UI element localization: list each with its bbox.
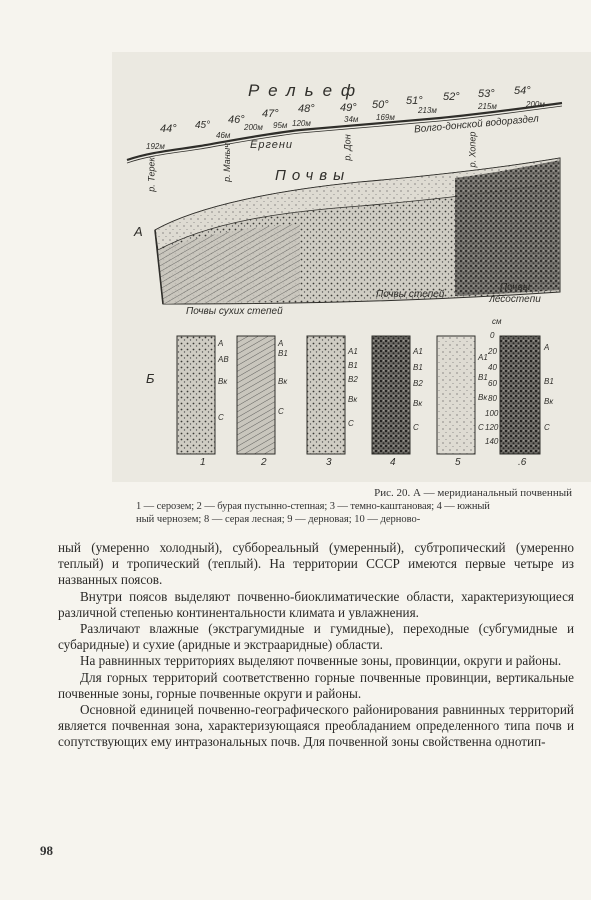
latitude-label: 50°	[372, 99, 389, 111]
page-number: 98	[40, 843, 53, 858]
depth-mark: 60	[488, 379, 497, 388]
latitude-label: 45°	[195, 120, 211, 131]
horizon-label: Вк	[413, 399, 423, 408]
horizon-label: А	[278, 339, 284, 348]
latitude-label: 49°	[340, 102, 357, 114]
body-text	[58, 540, 574, 751]
label-a: А	[134, 224, 143, 239]
depth-unit: см	[492, 317, 502, 326]
horizon-label: Вк	[544, 397, 554, 406]
soils-title: Почвы	[275, 167, 351, 184]
latitude-label: 44°	[160, 123, 177, 135]
horizon-label: А1	[413, 347, 423, 356]
soil-profile-3	[307, 336, 345, 454]
zone-label-steppe: Почвы степей	[376, 289, 445, 300]
elevation-label: 200м	[526, 100, 545, 109]
watershed-label: Волго-донской водораздел	[413, 113, 540, 136]
horizon-label: В1	[413, 363, 423, 372]
soil-profile-1	[177, 336, 215, 454]
latitude-label: 53°	[478, 88, 495, 100]
relief-title: Рельеф	[248, 81, 365, 100]
horizon-label: Вк	[218, 377, 228, 386]
caption-title: Рис. 20. А — меридианальный почвенный	[374, 487, 572, 499]
horizon-label: В2	[413, 379, 423, 388]
profile-number: 5	[455, 457, 461, 468]
horizon-label: В1	[544, 377, 554, 386]
paragraph: ный (умеренно холодный), суббореальный (умеренный), субтропический (умеренно теплый) и тропический (теплый). На территории СССР имеются первые четыре из названных поясов.	[58, 540, 574, 588]
latitude-label: 47°	[262, 108, 279, 120]
elevation-label: 192м	[146, 142, 165, 151]
horizon-label: С	[478, 423, 484, 432]
paragraph: Основной единицей почвенно-географического районирования равнинных территорий является почвенная зона, характеризующаяся преобладанием определенного типа почв и сопутствующих ему интразональных почв. Для почвенной зоны свойственна однотип-	[58, 702, 574, 750]
depth-mark: 100	[485, 409, 499, 418]
horizon-label: С	[544, 423, 550, 432]
elevation-label: 213м	[418, 106, 437, 115]
profile-number: 1	[200, 457, 206, 468]
elevation-label: 169м	[376, 113, 395, 122]
river-don-label: р. Дон	[342, 134, 353, 161]
soil-profile-6	[500, 336, 540, 454]
horizon-label: В2	[348, 375, 358, 384]
ergeni-label: Ергени	[250, 139, 294, 151]
profile-number: .6	[518, 457, 527, 468]
depth-mark: 20	[488, 347, 497, 356]
soil-profile-2	[237, 336, 275, 454]
horizon-label: С	[348, 419, 354, 428]
horizon-label: С	[278, 407, 284, 416]
zone-label-forest-steppe: Почвы лесостепи	[489, 282, 541, 305]
soil-profile-5	[437, 336, 475, 454]
soil-profile-4	[372, 336, 410, 454]
paragraph: Различают влажные (экстрагумидные и гумидные), переходные (субгумидные и субаридные) и сухие (аридные и экстрааридные) области.	[58, 621, 574, 653]
horizon-label: В1	[278, 349, 288, 358]
horizon-label: Вк	[478, 393, 488, 402]
figure-caption	[136, 487, 572, 526]
paragraph: Внутри поясов выделяют почвенно-биоклиматические области, характеризующиеся различной степенью континентальности климата и увлажнения.	[58, 588, 574, 620]
horizon-label: С	[413, 423, 419, 432]
horizon-label: В1	[348, 361, 358, 370]
profile-number: 3	[326, 457, 332, 468]
caption-legend-line: 1 — серозем; 2 — бурая пустынно-степная; 3 — темно-каштановая; 4 — южный	[136, 501, 490, 512]
horizon-label: А1	[348, 347, 358, 356]
latitude-label: 52°	[443, 91, 460, 103]
depth-mark: 40	[488, 363, 497, 372]
depth-mark: 80	[488, 394, 497, 403]
river-khoper-label: р. Хопер	[467, 131, 478, 168]
horizon-label: С	[218, 413, 224, 422]
caption-legend-line: ный чернозем; 8 — серая лесная; 9 — дерновая; 10 — дерново-	[136, 514, 421, 525]
horizon-label: А1	[478, 353, 488, 362]
profile-number: 4	[390, 457, 396, 468]
paragraph: Для горных территорий соответственно горные почвенные провинции, вертикальные почвенные зоны, горные почвенные округи и районы.	[58, 669, 574, 701]
horizon-label: А	[218, 339, 224, 348]
zone-label-dry-steppe: Почвы сухих степей	[186, 306, 283, 317]
latitude-label: 46°	[228, 114, 245, 126]
river-terek-label: р. Терек	[146, 157, 157, 192]
horizon-label: АВ	[218, 355, 229, 364]
elevation-label: 46м	[216, 131, 231, 140]
river-manych-label: р. Маныч	[221, 143, 232, 182]
forest-steppe-soil-band	[455, 160, 560, 296]
elevation-label: 34м	[344, 115, 359, 124]
profile-number: 2	[261, 457, 267, 468]
horizon-label: А	[544, 343, 550, 352]
depth-mark: 120	[485, 423, 499, 432]
latitude-label: 54°	[514, 85, 531, 97]
latitude-label: 51°	[406, 95, 423, 107]
elevation-label: 200м	[244, 123, 263, 132]
paragraph: На равнинных территориях выделяют почвенные зоны, провинции, округи и районы.	[80, 653, 562, 669]
depth-mark: 0	[490, 331, 495, 340]
horizon-label: Вк	[348, 395, 358, 404]
depth-mark: 140	[485, 437, 499, 446]
label-b: Б	[146, 371, 155, 386]
elevation-label: 120м	[292, 119, 311, 128]
elevation-label: 215м	[478, 102, 497, 111]
horizon-label: Вк	[278, 377, 288, 386]
elevation-label: 95м	[273, 121, 288, 130]
horizon-label: В1	[478, 373, 488, 382]
latitude-label: 48°	[298, 103, 315, 115]
